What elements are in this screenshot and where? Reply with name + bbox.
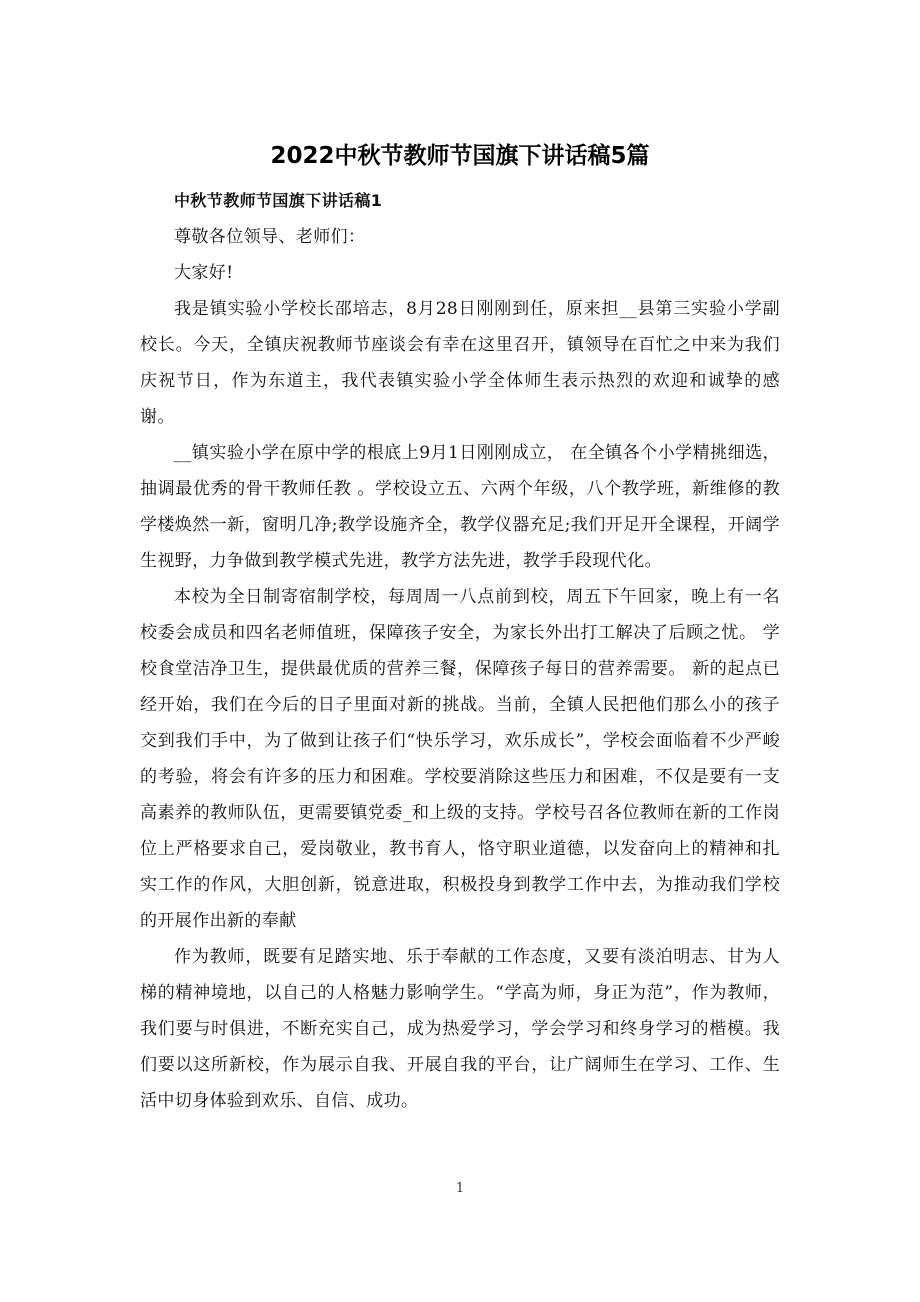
greeting-line: 尊敬各位领导、老师们： xyxy=(174,227,366,247)
section-heading: 中秋节教师节国旗下讲话稿1 xyxy=(174,191,383,210)
document-title: 2022中秋节教师节国旗下讲话稿5篇 xyxy=(270,143,650,169)
salutation-line: 大家好! xyxy=(174,263,234,283)
page-number: 1 xyxy=(455,1181,465,1196)
document-body xyxy=(140,183,780,1119)
body-paragraph-3: 本校为全日制寄宿制学校，每周周一八点前到校，周五下午回家，晚上有一名校委会成员和四名老师值班，保障孩子安全，为家长外出打工解决了后顾之忧。 学校食堂洁净卫生，提供最优质的营养三餐，保障孩子每日的营养需要。 新的起点已经开始，我们在今后的日子里面对新的挑战。当前，全镇人民把他们那么小的孩子交到我们手中，为了做到让孩子们“快乐学习，欢乐成长”，学校会面临着不少严峻的考验，将会有许多的压力和困难。学校要消除这些压力和困难，不仅是要有一支高素养的教师队伍，更需要镇党委_和上级的支持。学校号召各位教师在新的工作岗位上严格要求自己，爱岗敬业，教书育人，恪守职业道德，以发奋向上的精神和扎实工作的作风，大胆创新，锐意进取，积极投身到教学工作中去，为推动我们学校的开展作出新的奉献 xyxy=(140,587,780,931)
body-paragraph-4: 作为教师，既要有足踏实地、乐于奉献的工作态度，又要有淡泊明志、甘为人梯的精神境地，以自己的人格魅力影响学生。“学高为师，身正为范”，作为教师，我们要与时俱进，不断充实自己，成为热爱学习，学会学习和终身学习的楷模。我们要以这所新校，作为展示自我、开展自我的平台，让广阔师生在学习、工作、生活中切身体验到欢乐、自信、成功。 xyxy=(140,947,780,1111)
body-paragraph-1: 我是镇实验小学校长邵培志，8月28日刚刚到任，原来担__县第三实验小学副校长。今天，全镇庆祝教师节座谈会有幸在这里召开，镇领导在百忙之中来为我们庆祝节日，作为东道主，我代表镇实验小学全体师生表示热烈的欢迎和诚挚的感谢。 xyxy=(140,299,780,427)
body-paragraph-2: __镇实验小学在原中学的根底上9月1日刚刚成立， 在全镇各个小学精挑细选，抽调最优秀的骨干教师任教 。学校设立五、六两个年级，八个教学班，新维修的教学楼焕然一新，窗明几净;教学设施齐全，教学仪器充足;我们开足开全课程，开阔学生视野，力争做到教学模式先进，教学方法先进，教学手段现代化。 xyxy=(140,443,780,571)
